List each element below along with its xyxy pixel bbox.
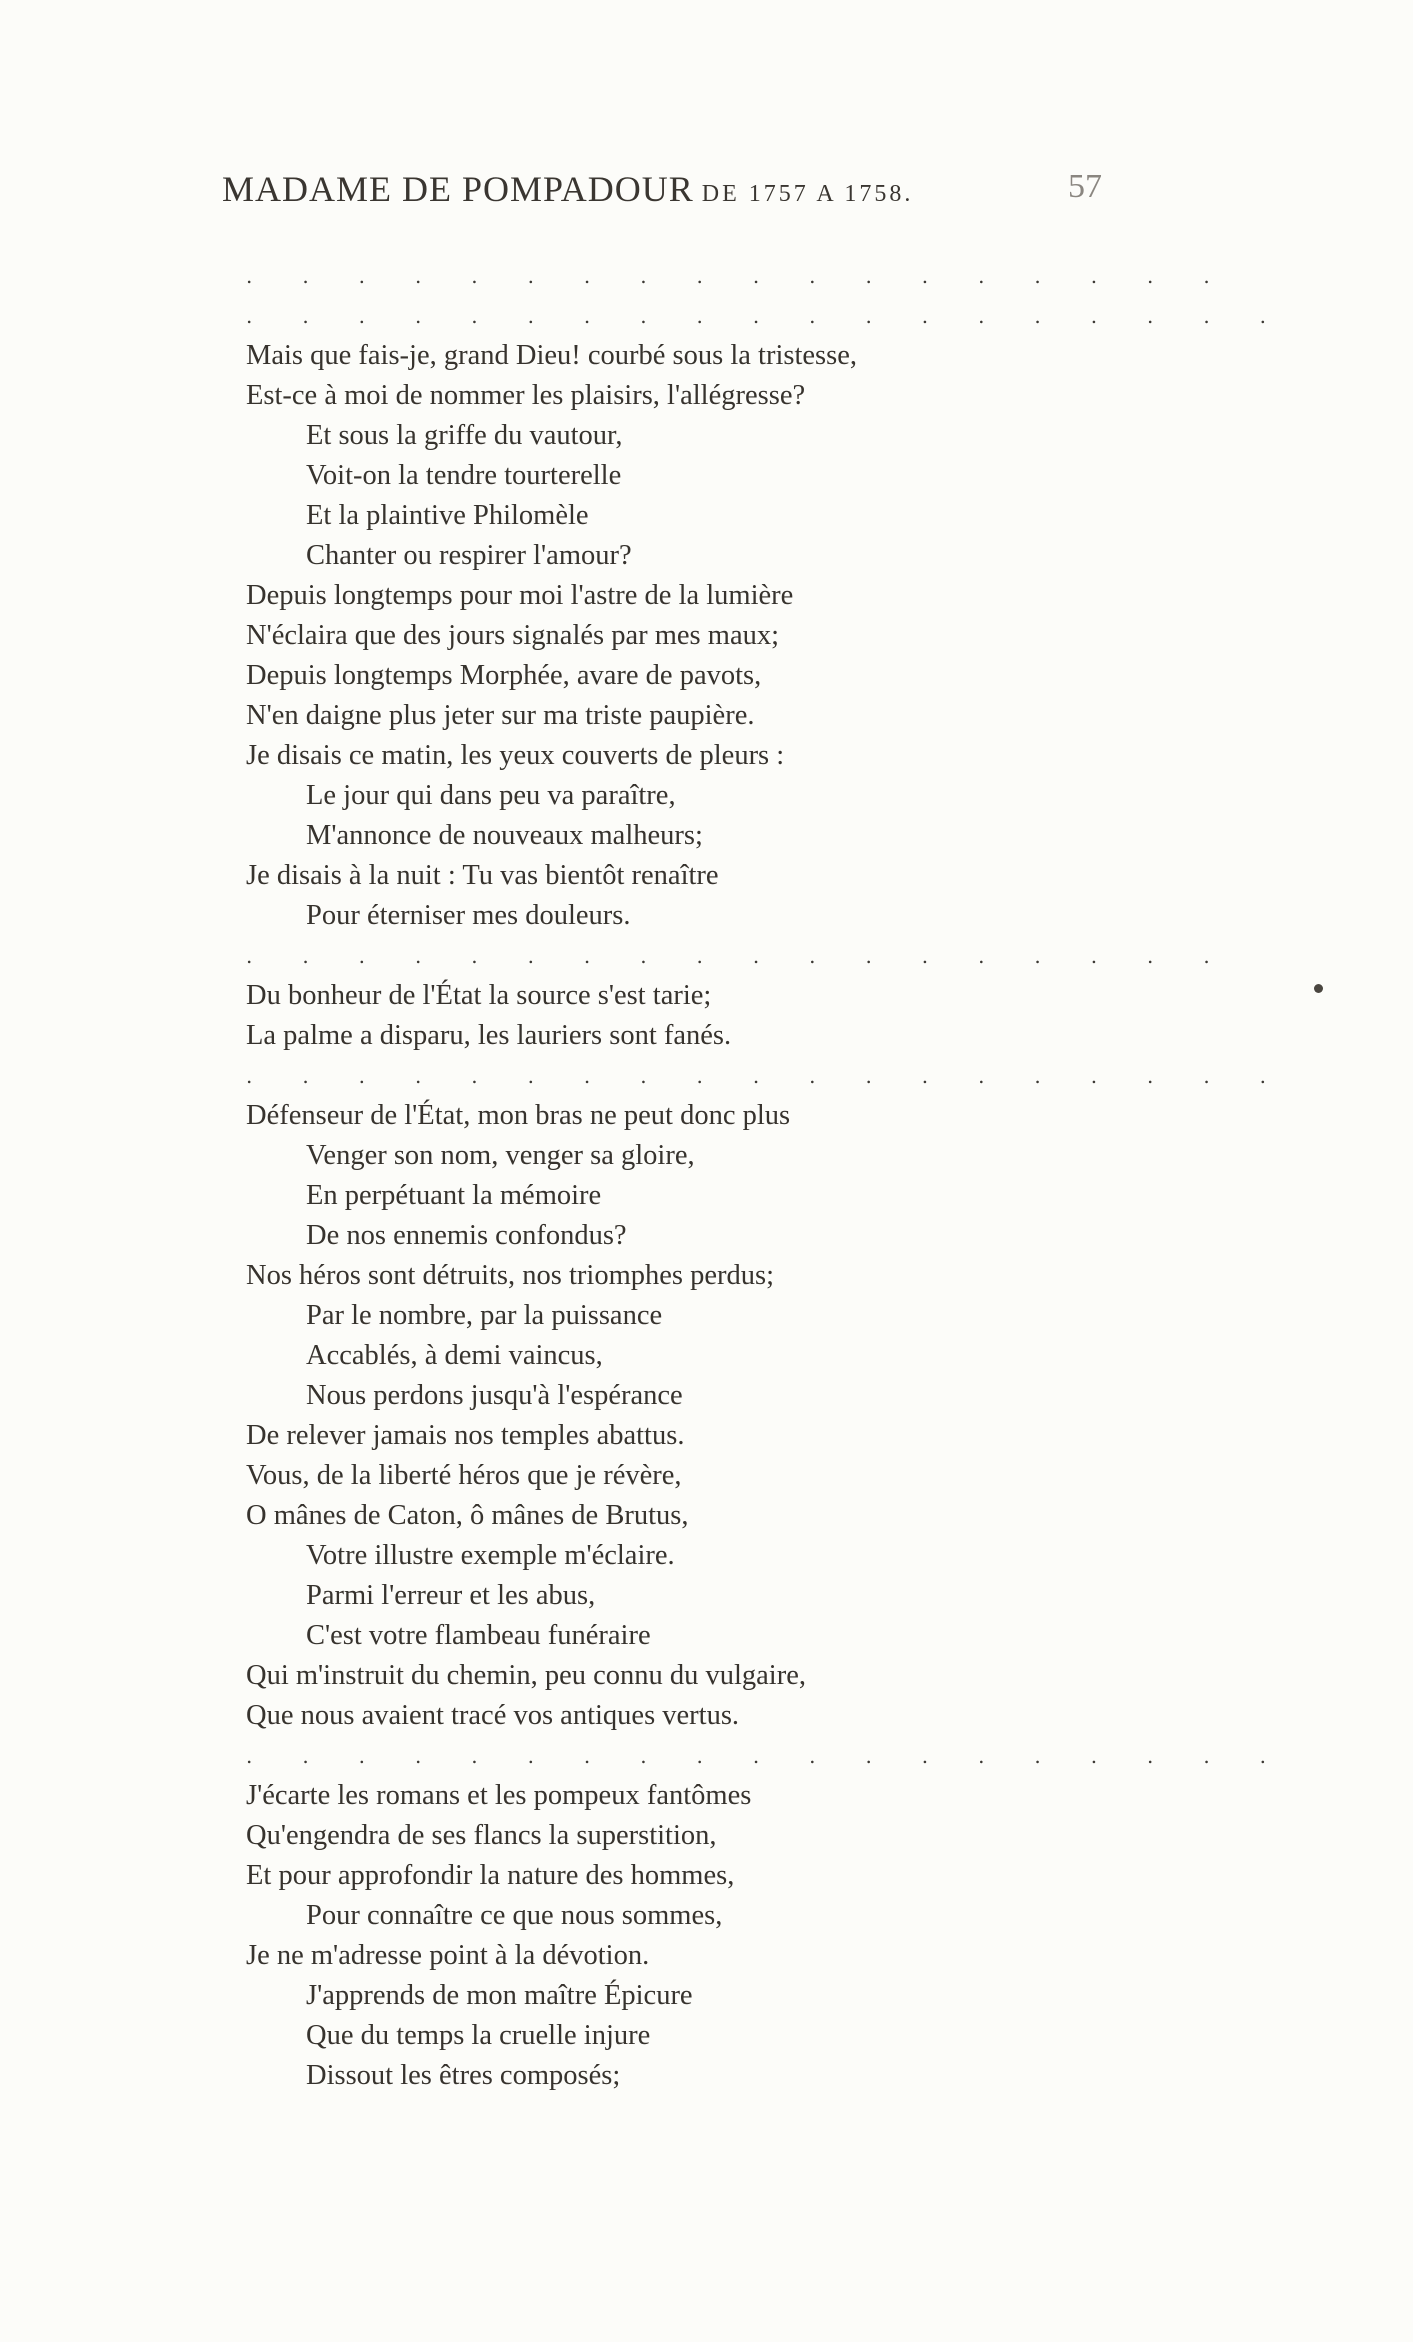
verse-line: Je disais à la nuit : Tu vas bientôt renaître xyxy=(246,860,719,891)
verse-line: N'en daigne plus jeter sur ma triste paupière. xyxy=(246,700,755,731)
verse-line: Pour éterniser mes douleurs. xyxy=(306,900,631,931)
verse-line: Depuis longtemps Morphée, avare de pavots, xyxy=(246,660,762,691)
verse-line: De nos ennemis confondus? xyxy=(306,1220,627,1251)
running-title xyxy=(222,168,913,210)
verse-line: Le jour qui dans peu va paraître, xyxy=(306,780,676,811)
verse-line: Mais que fais-je, grand Dieu! courbé sous la tristesse, xyxy=(246,340,857,371)
verse-line: J'apprends de mon maître Épicure xyxy=(306,1980,693,2011)
running-header xyxy=(222,168,1102,216)
verse-line: Voit-on la tendre tourterelle xyxy=(306,460,622,491)
verse-line: Votre illustre exemple m'éclaire. xyxy=(306,1540,675,1571)
verse-line: Du bonheur de l'État la source s'est tarie; xyxy=(246,980,712,1011)
ink-spot xyxy=(1314,984,1323,993)
verse-line: Que nous avaient tracé vos antiques vertus. xyxy=(246,1700,740,1731)
verse-line: Nos héros sont détruits, nos triomphes perdus; xyxy=(246,1260,775,1291)
verse-line: En perpétuant la mémoire xyxy=(306,1180,602,1211)
verse-line: Je ne m'adresse point à la dévotion. xyxy=(246,1940,650,1971)
ellipsis-separator: . . . . . . . . . . . . . . . . . . xyxy=(246,944,1232,968)
verse-line: Et la plaintive Philomèle xyxy=(306,500,589,531)
verse-line: Venger son nom, venger sa gloire, xyxy=(306,1140,695,1171)
ellipsis-separator: . . . . . . . . . . . . . . . . . . . xyxy=(246,304,1288,328)
verse-line: Par le nombre, par la puissance xyxy=(306,1300,663,1331)
verse-line: Parmi l'erreur et les abus, xyxy=(306,1580,596,1611)
verse-line: Qu'engendra de ses flancs la superstition, xyxy=(246,1820,717,1851)
verse-line: Que du temps la cruelle injure xyxy=(306,2020,651,2051)
verse-line: Je disais ce matin, les yeux couverts de pleurs : xyxy=(246,740,785,771)
verse-line: M'annonce de nouveaux malheurs; xyxy=(306,820,703,851)
verse-line: J'écarte les romans et les pompeux fantômes xyxy=(246,1780,752,1811)
verse-line: Et pour approfondir la nature des hommes, xyxy=(246,1860,735,1891)
verse-line: Est-ce à moi de nommer les plaisirs, l'allégresse? xyxy=(246,380,806,411)
verse-line: Depuis longtemps pour moi l'astre de la lumière xyxy=(246,580,794,611)
ellipsis-separator: . . . . . . . . . . . . . . . . . . xyxy=(246,264,1232,288)
verse-line: Qui m'instruit du chemin, peu connu du vulgaire, xyxy=(246,1660,806,1691)
verse-line: Et sous la griffe du vautour, xyxy=(306,420,623,451)
verse-line: Pour connaître ce que nous sommes, xyxy=(306,1900,723,1931)
verse-line: De relever jamais nos temples abattus. xyxy=(246,1420,685,1451)
verse-line: La palme a disparu, les lauriers sont fanés. xyxy=(246,1020,732,1051)
verse-line: N'éclaira que des jours signalés par mes maux; xyxy=(246,620,780,651)
verse-line: Vous, de la liberté héros que je révère, xyxy=(246,1460,682,1491)
ellipsis-separator: . . . . . . . . . . . . . . . . . . . xyxy=(246,1744,1288,1768)
verse-line: C'est votre flambeau funéraire xyxy=(306,1620,651,1651)
verse-line: Dissout les êtres composés; xyxy=(306,2060,621,2091)
verse-line: Accablés, à demi vaincus, xyxy=(306,1340,603,1371)
verse-line: O mânes de Caton, ô mânes de Brutus, xyxy=(246,1500,689,1531)
verse-line: Chanter ou respirer l'amour? xyxy=(306,540,632,571)
poem-body xyxy=(246,264,1288,2096)
running-title-dates: DE 1757 A 1758. xyxy=(701,181,914,207)
verse-line: Nous perdons jusqu'à l'espérance xyxy=(306,1380,683,1411)
page-number: 57 xyxy=(1068,168,1102,205)
ellipsis-separator: . . . . . . . . . . . . . . . . . . . xyxy=(246,1064,1288,1088)
running-title-main: MADAME DE POMPADOUR xyxy=(222,169,694,209)
verse-line: Défenseur de l'État, mon bras ne peut donc plus xyxy=(246,1100,791,1131)
